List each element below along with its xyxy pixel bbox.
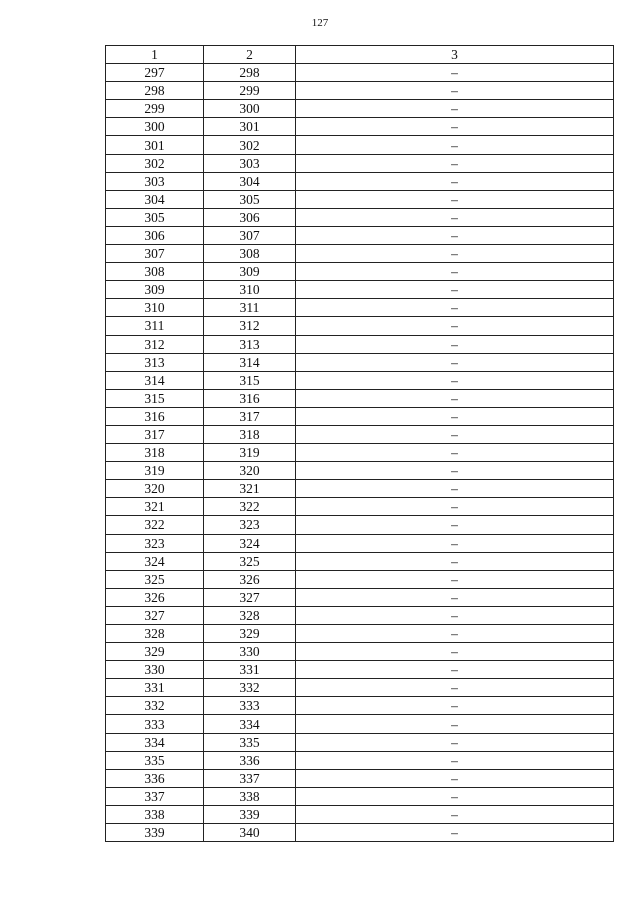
table-row <box>106 353 614 371</box>
table-cell-col-1: 332 <box>106 697 204 715</box>
table-row <box>106 425 614 443</box>
table-cell-col-2: 322 <box>204 498 296 516</box>
table-cell-col-3: – <box>296 281 614 299</box>
table-cell-col-2: 302 <box>204 136 296 154</box>
table-cell-col-3: – <box>296 82 614 100</box>
table-cell-col-2: 313 <box>204 335 296 353</box>
table-cell-col-2: 311 <box>204 299 296 317</box>
table-cell-col-1: 335 <box>106 751 204 769</box>
table-cell-col-1: 304 <box>106 190 204 208</box>
table-cell-col-2: 319 <box>204 444 296 462</box>
table-row <box>106 118 614 136</box>
table-cell-col-3: – <box>296 606 614 624</box>
table-cell-col-2: 329 <box>204 625 296 643</box>
table-cell-col-2: 310 <box>204 281 296 299</box>
table-row <box>106 498 614 516</box>
table-cell-col-1: 303 <box>106 172 204 190</box>
table-cell-col-3: – <box>296 226 614 244</box>
table-row <box>106 570 614 588</box>
table-row <box>106 136 614 154</box>
table-row <box>106 154 614 172</box>
table-cell-col-1: 327 <box>106 606 204 624</box>
table-cell-col-2: 325 <box>204 552 296 570</box>
table-cell-col-3: – <box>296 118 614 136</box>
table-cell-col-3: – <box>296 172 614 190</box>
table-row <box>106 172 614 190</box>
table-cell-col-3: – <box>296 317 614 335</box>
table-cell-col-2: 305 <box>204 190 296 208</box>
table-cell-col-1: 330 <box>106 661 204 679</box>
table-cell-col-1: 313 <box>106 353 204 371</box>
table-cell-col-3: – <box>296 588 614 606</box>
table-row <box>106 407 614 425</box>
table-row <box>106 444 614 462</box>
table-cell-col-2: 324 <box>204 534 296 552</box>
table-cell-col-1: 323 <box>106 534 204 552</box>
table-cell-col-1: 326 <box>106 588 204 606</box>
table-cell-col-2: 323 <box>204 516 296 534</box>
table-cell-col-1: 305 <box>106 208 204 226</box>
table-cell-col-2: 333 <box>204 697 296 715</box>
table-cell-col-3: – <box>296 190 614 208</box>
table-cell-col-1: 298 <box>106 82 204 100</box>
table-cell-col-3: – <box>296 498 614 516</box>
table-cell-col-3: – <box>296 516 614 534</box>
table-cell-col-3: – <box>296 751 614 769</box>
table-row <box>106 263 614 281</box>
table-row <box>106 679 614 697</box>
table-cell-col-3: – <box>296 425 614 443</box>
table-row <box>106 462 614 480</box>
table-cell-col-3: – <box>296 407 614 425</box>
column-header-3: 3 <box>296 46 614 64</box>
table-cell-col-1: 307 <box>106 245 204 263</box>
table-cell-col-3: – <box>296 444 614 462</box>
table-cell-col-3: – <box>296 824 614 842</box>
table-row <box>106 480 614 498</box>
table-row <box>106 769 614 787</box>
table-row <box>106 281 614 299</box>
table-row <box>106 82 614 100</box>
table-cell-col-3: – <box>296 371 614 389</box>
table-row <box>106 317 614 335</box>
table-cell-col-2: 301 <box>204 118 296 136</box>
table-cell-col-3: – <box>296 389 614 407</box>
table-cell-col-2: 326 <box>204 570 296 588</box>
table-cell-col-1: 315 <box>106 389 204 407</box>
table-row <box>106 64 614 82</box>
table-cell-col-1: 334 <box>106 733 204 751</box>
table-cell-col-3: – <box>296 335 614 353</box>
table-cell-col-2: 340 <box>204 824 296 842</box>
table-cell-col-2: 337 <box>204 769 296 787</box>
table-cell-col-2: 331 <box>204 661 296 679</box>
table-cell-col-2: 304 <box>204 172 296 190</box>
table-row <box>106 552 614 570</box>
table-cell-col-1: 320 <box>106 480 204 498</box>
table-cell-col-2: 332 <box>204 679 296 697</box>
table-cell-col-3: – <box>296 100 614 118</box>
table-cell-col-1: 318 <box>106 444 204 462</box>
data-table <box>105 45 614 842</box>
table-cell-col-1: 329 <box>106 643 204 661</box>
table-row <box>106 661 614 679</box>
table-cell-col-2: 327 <box>204 588 296 606</box>
column-header-2: 2 <box>204 46 296 64</box>
table-row <box>106 208 614 226</box>
table-row <box>106 824 614 842</box>
table-cell-col-3: – <box>296 534 614 552</box>
table-cell-col-1: 339 <box>106 824 204 842</box>
table-cell-col-2: 330 <box>204 643 296 661</box>
table-cell-col-2: 308 <box>204 245 296 263</box>
table-row <box>106 371 614 389</box>
table-cell-col-3: – <box>296 208 614 226</box>
table-cell-col-1: 328 <box>106 625 204 643</box>
table-row <box>106 299 614 317</box>
table-cell-col-3: – <box>296 480 614 498</box>
table-cell-col-2: 338 <box>204 787 296 805</box>
table-cell-col-2: 300 <box>204 100 296 118</box>
table-cell-col-2: 312 <box>204 317 296 335</box>
table-row <box>106 588 614 606</box>
table-cell-col-1: 316 <box>106 407 204 425</box>
table-cell-col-1: 317 <box>106 425 204 443</box>
table-cell-col-1: 321 <box>106 498 204 516</box>
table-cell-col-1: 297 <box>106 64 204 82</box>
table-cell-col-3: – <box>296 299 614 317</box>
table-cell-col-2: 298 <box>204 64 296 82</box>
table-cell-col-3: – <box>296 263 614 281</box>
table-cell-col-1: 302 <box>106 154 204 172</box>
table-cell-col-1: 311 <box>106 317 204 335</box>
table-cell-col-3: – <box>296 697 614 715</box>
table-cell-col-1: 331 <box>106 679 204 697</box>
table-cell-col-2: 321 <box>204 480 296 498</box>
table-cell-col-2: 317 <box>204 407 296 425</box>
table-row <box>106 787 614 805</box>
table-cell-col-3: – <box>296 64 614 82</box>
table-cell-col-2: 320 <box>204 462 296 480</box>
table-row <box>106 245 614 263</box>
table-cell-col-2: 315 <box>204 371 296 389</box>
table-cell-col-1: 314 <box>106 371 204 389</box>
table-row <box>106 226 614 244</box>
table-cell-col-3: – <box>296 462 614 480</box>
table-cell-col-1: 319 <box>106 462 204 480</box>
table-cell-col-2: 339 <box>204 805 296 823</box>
table-cell-col-3: – <box>296 661 614 679</box>
table-row <box>106 715 614 733</box>
table-row <box>106 100 614 118</box>
table-cell-col-3: – <box>296 353 614 371</box>
table-cell-col-1: 299 <box>106 100 204 118</box>
table-cell-col-1: 338 <box>106 805 204 823</box>
table-row <box>106 805 614 823</box>
table-cell-col-1: 325 <box>106 570 204 588</box>
table-row <box>106 389 614 407</box>
table-cell-col-3: – <box>296 769 614 787</box>
table-cell-col-2: 303 <box>204 154 296 172</box>
table-row <box>106 697 614 715</box>
table-cell-col-2: 336 <box>204 751 296 769</box>
table-cell-col-3: – <box>296 787 614 805</box>
table-cell-col-3: – <box>296 552 614 570</box>
table-row <box>106 606 614 624</box>
table-cell-col-2: 306 <box>204 208 296 226</box>
table-body <box>106 64 614 842</box>
table-cell-col-3: – <box>296 625 614 643</box>
column-header-1: 1 <box>106 46 204 64</box>
table-cell-col-2: 299 <box>204 82 296 100</box>
table-cell-col-2: 314 <box>204 353 296 371</box>
table-row <box>106 190 614 208</box>
table-row <box>106 625 614 643</box>
table-cell-col-1: 300 <box>106 118 204 136</box>
table-cell-col-3: – <box>296 570 614 588</box>
table-cell-col-1: 337 <box>106 787 204 805</box>
table-cell-col-1: 308 <box>106 263 204 281</box>
table-cell-col-3: – <box>296 136 614 154</box>
table-header-row <box>106 46 614 64</box>
table-cell-col-1: 306 <box>106 226 204 244</box>
table-cell-col-3: – <box>296 715 614 733</box>
table-cell-col-1: 312 <box>106 335 204 353</box>
table-cell-col-2: 328 <box>204 606 296 624</box>
table-row <box>106 516 614 534</box>
table-row <box>106 643 614 661</box>
table-cell-col-1: 309 <box>106 281 204 299</box>
table-cell-col-2: 309 <box>204 263 296 281</box>
table-cell-col-2: 307 <box>204 226 296 244</box>
table-row <box>106 335 614 353</box>
table-header <box>106 46 614 64</box>
table-row <box>106 733 614 751</box>
table-cell-col-3: – <box>296 733 614 751</box>
table-cell-col-1: 322 <box>106 516 204 534</box>
table-cell-col-3: – <box>296 805 614 823</box>
table-cell-col-3: – <box>296 245 614 263</box>
page-number: 127 <box>311 17 329 29</box>
table-cell-col-1: 336 <box>106 769 204 787</box>
table-cell-col-2: 318 <box>204 425 296 443</box>
table-cell-col-1: 333 <box>106 715 204 733</box>
table-cell-col-3: – <box>296 154 614 172</box>
table-cell-col-2: 334 <box>204 715 296 733</box>
table-cell-col-1: 310 <box>106 299 204 317</box>
table-cell-col-2: 335 <box>204 733 296 751</box>
table-row <box>106 534 614 552</box>
table-row <box>106 751 614 769</box>
table-cell-col-1: 324 <box>106 552 204 570</box>
table-cell-col-2: 316 <box>204 389 296 407</box>
table-cell-col-1: 301 <box>106 136 204 154</box>
table-cell-col-3: – <box>296 643 614 661</box>
table-cell-col-3: – <box>296 679 614 697</box>
